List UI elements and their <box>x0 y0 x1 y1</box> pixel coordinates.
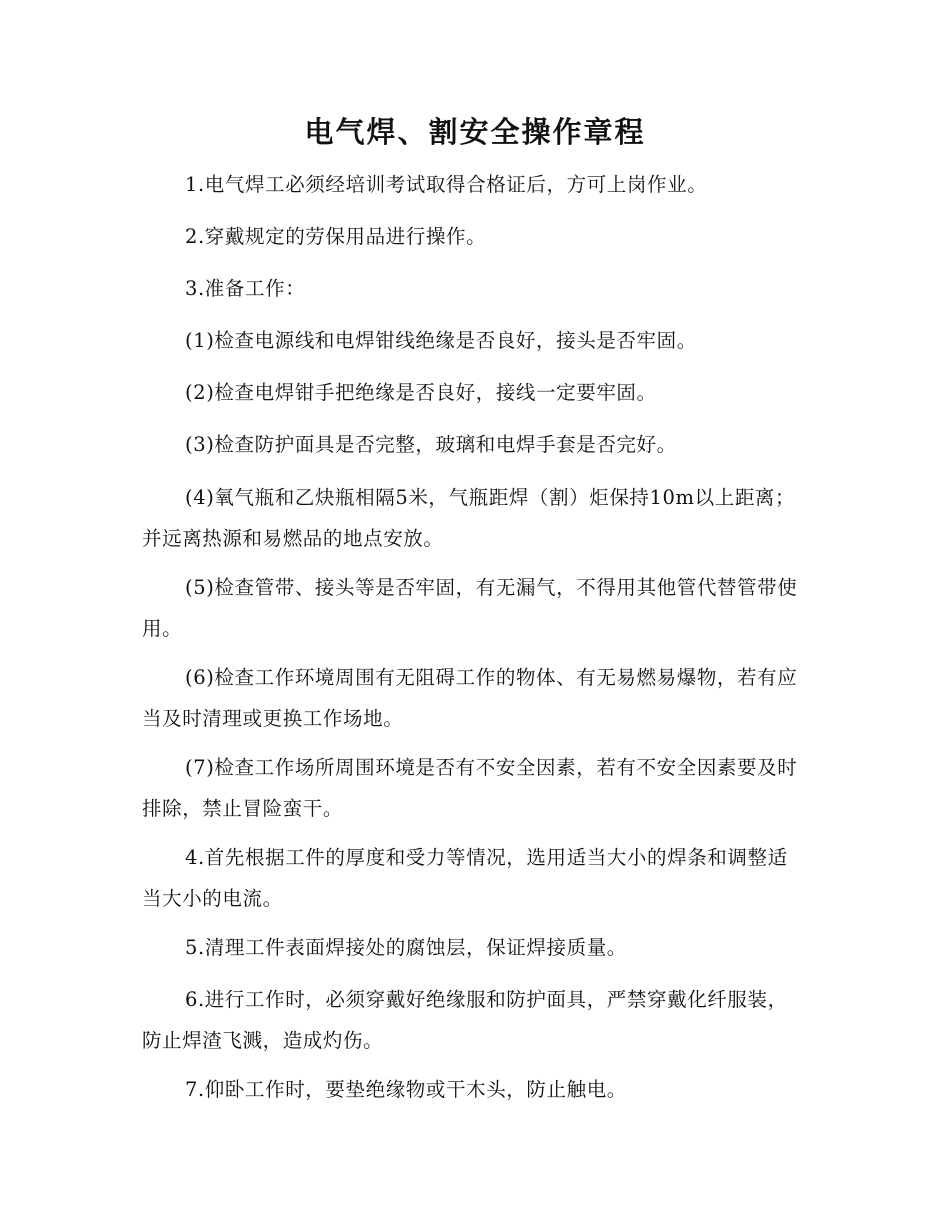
paragraph-3-4: (4)氧气瓶和乙炔瓶相隔5米，气瓶距焊（割）炬保持10m以上距离；并远离热源和易燃品的地点安放。 <box>142 486 796 550</box>
paragraph-2: 2.穿戴规定的劳保用品进行操作。 <box>185 225 487 248</box>
paragraph-3-6: (6)检查工作环境周围有无阻碍工作的物体、有无易燃易爆物，若有应当及时清理或更换工作场地。 <box>142 666 798 730</box>
paragraph-3-5: (5)检查管带、接头等是否牢固，有无漏气，不得用其他管代替管带使用。 <box>142 576 798 640</box>
document-title: 电气焊、割安全操作章程 <box>304 115 646 149</box>
paragraph-3-7: (7)检查工作场所周围环境是否有不安全因素，若有不安全因素要及时排除，禁止冒险蛮干。 <box>142 756 798 820</box>
paragraph-7: 7.仰卧工作时，要垫绝缘物或干木头，防止触电。 <box>185 1078 627 1101</box>
paragraph-1: 1.电气焊工必须经培训考试取得合格证后，方可上岗作业。 <box>185 173 708 196</box>
paragraph-3-3: (3)检查防护面具是否完整，玻璃和电焊手套是否完好。 <box>185 433 677 456</box>
paragraph-4: 4.首先根据工件的厚度和受力等情况，选用适当大小的焊条和调整适当大小的电流。 <box>142 846 788 910</box>
paragraph-3-1: (1)检查电源线和电焊钳线绝缘是否良好，接头是否牢固。 <box>185 329 697 352</box>
paragraph-5: 5.清理工件表面焊接处的腐蚀层，保证焊接质量。 <box>185 936 627 959</box>
paragraph-3: 3.准备工作： <box>185 277 306 300</box>
paragraph-3-2: (2)检查电焊钳手把绝缘是否良好，接线一定要牢固。 <box>185 381 657 404</box>
paragraph-6: 6.进行工作时，必须穿戴好绝缘服和防护面具，严禁穿戴化纤服装，防止焊渣飞溅，造成灼伤。 <box>142 988 788 1052</box>
